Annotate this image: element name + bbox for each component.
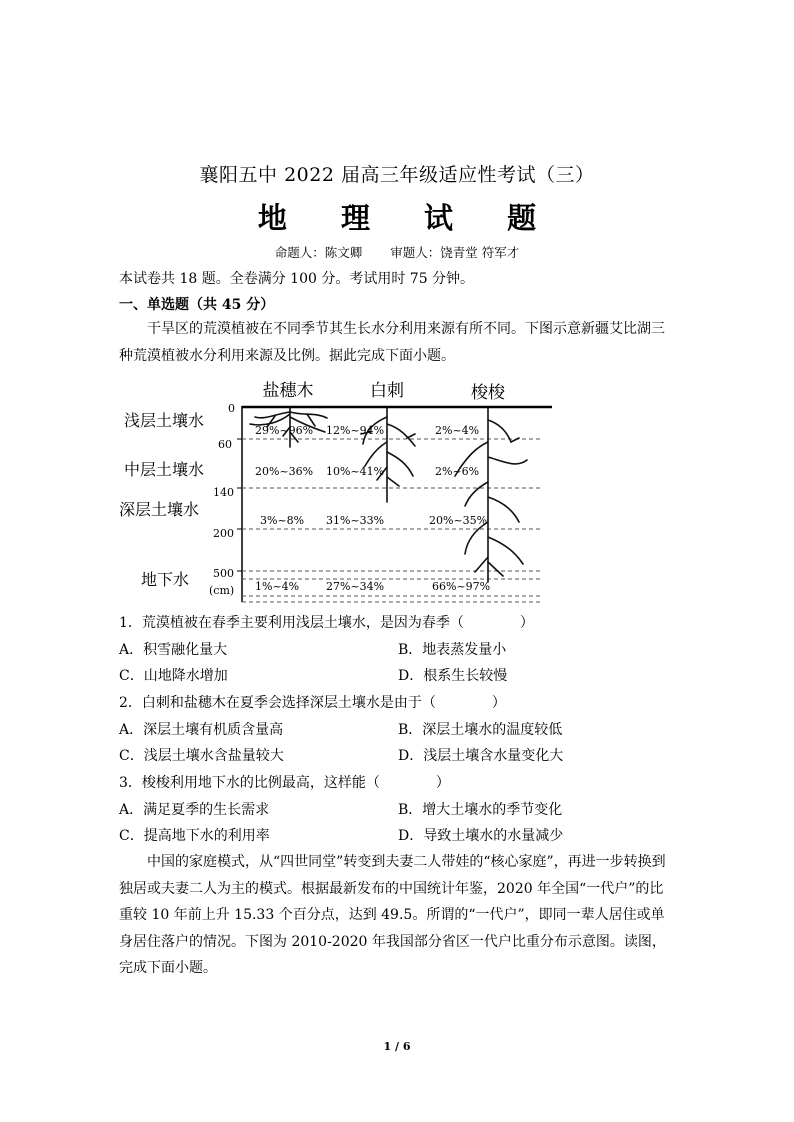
value-middle-nitraria: 10%~41% <box>326 465 385 478</box>
subject-title: 地 理 试 题 <box>257 201 559 235</box>
question-3-option-b[interactable]: B．增大土壤水的季节变化 <box>398 802 563 818</box>
question-2-option-d[interactable]: D．浅层土壤含水量变化大 <box>398 748 564 764</box>
value-ground-haloxylon: 66%~97% <box>432 580 491 593</box>
plant-label-2: 梭梭 <box>471 383 505 403</box>
depth-60: 60 <box>218 438 232 451</box>
question-2-option-b[interactable]: B．深层土壤水的温度较低 <box>398 722 563 738</box>
depth-500: 500 <box>213 567 234 580</box>
authors-line <box>0 243 794 261</box>
plant-label-0: 盐穗木 <box>262 381 314 401</box>
depth-200: 200 <box>213 527 234 540</box>
value-deep-haloxylon: 20%~35% <box>429 514 488 527</box>
depth-unit: (cm) <box>209 584 235 597</box>
question-1-stem: 1．荒漠植被在春季主要利用浅层土壤水，是因为春季（ ） <box>119 615 534 631</box>
depth-140: 140 <box>213 486 234 499</box>
question-1-option-a[interactable]: A．积雪融化量大 <box>119 642 228 658</box>
question-1-option-d[interactable]: D．根系生长较慢 <box>398 668 508 684</box>
question-1-option-c[interactable]: C．山地降水增加 <box>119 668 228 684</box>
value-deep-saltwort: 3%~8% <box>260 514 305 527</box>
question-3-option-c[interactable]: C．提高地下水的利用率 <box>119 828 270 844</box>
value-deep-nitraria: 31%~33% <box>326 514 385 527</box>
depth-0: 0 <box>228 402 235 415</box>
section-heading: 一、单选题（共 45 分） <box>119 297 275 313</box>
value-ground-saltwort: 1%~4% <box>255 580 300 593</box>
reviewer: 审题人：饶青堂 符军才 <box>390 245 520 260</box>
value-middle-haloxylon: 2%~6% <box>435 465 480 478</box>
question-3-option-a[interactable]: A．满足夏季的生长需求 <box>119 802 270 818</box>
value-shallow-saltwort: 29%~96% <box>255 424 314 437</box>
question-1-option-b[interactable]: B．地表蒸发量小 <box>398 642 507 658</box>
passage-1: 干旱区的荒漠植被在不同季节其生长水分利用来源有所不同。下图示意新疆艾比湖三种荒漠植被水分利用来源及比例。据此完成下面小题。 <box>119 321 665 364</box>
root-water-figure <box>115 372 560 610</box>
value-shallow-nitraria: 12%~94% <box>326 424 385 437</box>
value-middle-saltwort: 20%~36% <box>255 465 314 478</box>
exam-title: 襄阳五中 2022 届高三年级适应性考试（三） <box>199 164 595 186</box>
proposer: 命题人：陈文卿 <box>274 245 363 260</box>
layer-label-3: 地下水 <box>141 570 190 589</box>
value-ground-nitraria: 27%~34% <box>326 580 385 593</box>
value-shallow-haloxylon: 2%~4% <box>435 424 480 437</box>
layer-label-2: 深层土壤水 <box>119 500 200 519</box>
question-2-stem: 2．白刺和盐穗木在夏季会选择深层土壤水是由于（ ） <box>119 695 506 711</box>
page-number: 1 / 6 <box>383 1040 411 1053</box>
passage-2: 中国的家庭模式，从“四世同堂”转变到夫妻二人带娃的“核心家庭”，再进一步转换到独居或夫妻二人为主的模式。根据最新发布的中国统计年鉴，2020 年全国“一代户”的比重较 10 年前上升 15.33 个百分点，达到 49.5。所谓的“一代户”，即同一辈人居住或单身居住落户的情况。下图为 2010-2020 年我国部分省区一代户比重分布示意图。读图，完成下面小题。 <box>119 854 666 976</box>
question-3-stem: 3．梭梭利用地下水的比例最高，这样能（ ） <box>119 775 450 791</box>
plant-label-1: 白刺 <box>370 381 404 401</box>
layer-label-1: 中层土壤水 <box>124 460 205 479</box>
question-2-option-c[interactable]: C．浅层土壤水含盐量较大 <box>119 748 284 764</box>
question-3-option-d[interactable]: D．导致土壤水的水量减少 <box>398 828 564 844</box>
exam-intro: 本试卷共 18 题。全卷满分 100 分。考试用时 75 分钟。 <box>119 271 475 287</box>
question-2-option-a[interactable]: A．深层土壤有机质含量高 <box>119 722 284 738</box>
layer-label-0: 浅层土壤水 <box>124 411 205 430</box>
